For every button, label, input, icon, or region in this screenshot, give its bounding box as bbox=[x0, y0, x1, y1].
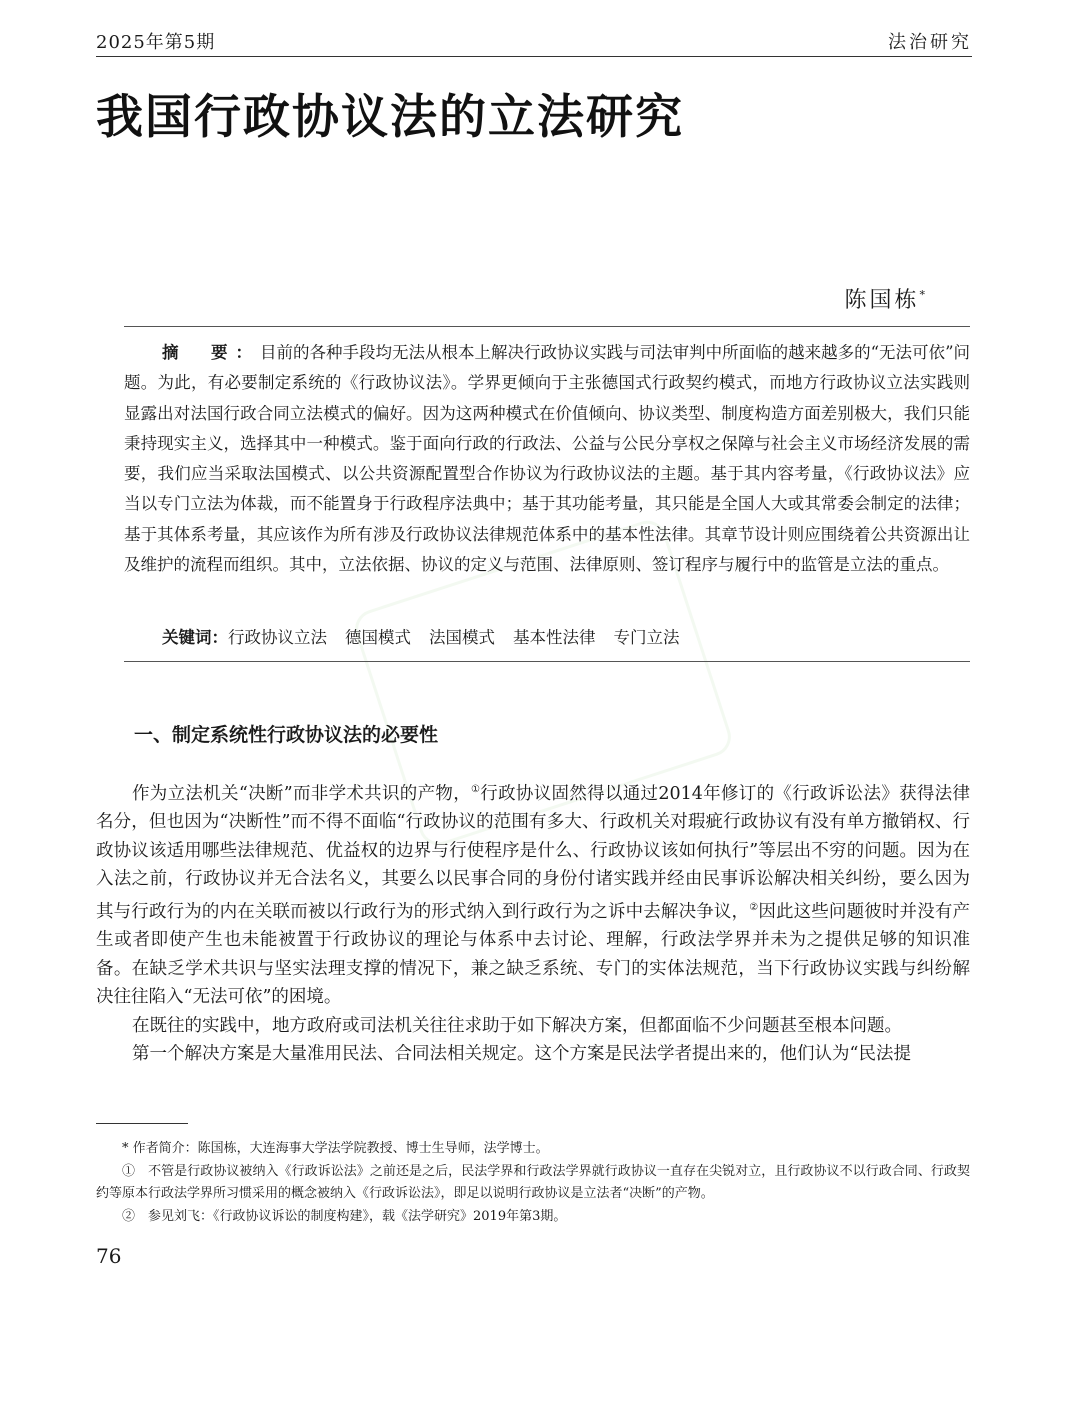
issue-label: 2025年第5期 bbox=[96, 32, 216, 53]
abstract-top-rule bbox=[124, 326, 970, 327]
author-mark: * bbox=[919, 288, 925, 302]
author-name-text: 陈国栋 bbox=[844, 288, 920, 313]
paragraph bbox=[96, 776, 970, 1012]
footnote-1: ① 不管是行政协议被纳入《行政诉讼法》之前还是之后，民法学界和行政法学界就行政协议一直存在尖锐对立，且行政协议不以行政合同、行政契约等原本行政法学界所习惯采用的概念被纳入《行政诉讼法》，即足以说明行政协议是立法者“决断”的产物。 bbox=[96, 1163, 970, 1201]
article-title: 我国行政协议法的立法研究 bbox=[96, 90, 684, 145]
section-heading: 一、制定系统性行政协议法的必要性 bbox=[134, 724, 439, 746]
keywords bbox=[162, 624, 698, 648]
paragraph: 在既往的实践中，地方政府或司法机关往往求助于如下解决方案，但都面临不少问题甚至根本问题。 bbox=[132, 1015, 902, 1036]
paragraph-text: 作为立法机关“决断”而非学术共识的产物， bbox=[132, 783, 472, 804]
footnote-2: ② 参见刘飞：《行政协议诉讼的制度构建》，载《法学研究》2019年第3期。 bbox=[122, 1208, 567, 1224]
paragraph-text: 因此这些问题彼时并没有产生或者即使产生也未能被置于行政协议的理论与体系中去讨论、理解，行政法学界并未为之提供足够的知识准备。在缺乏学术共识与坚实法理支撑的情况下，兼之缺乏系统、专门的实体法规范，当下行政协议实践与纠纷解决往往陷入“无法可依”的困境。 bbox=[96, 901, 971, 1008]
footnotes bbox=[96, 1138, 970, 1228]
footnote-rule bbox=[96, 1123, 188, 1124]
abstract-bottom-rule bbox=[124, 661, 970, 662]
page-number: 76 bbox=[96, 1244, 122, 1268]
abstract-text: 目前的各种手段均无法从根本上解决行政协议实践与司法审判中所面临的越来越多的“无法可依”问题。为此，有必要制定系统的《行政协议法》。学界更倾向于主张德国式行政契约模式，而地方行政协议立法实践则显露出对法国行政合同立法模式的偏好。因为这两种模式在价值倾向、协议类型、制度构造方面差别极大，我们只能秉持现实主义，选择其中一种模式。鉴于面向行政的行政法、公益与公民分享权之保障与社会主义市场经济发展的需要，我们应当采取法国模式、以公共资源配置型合作协议为行政协议法的主题。基于其内容考量，《行政协议法》应当以专门立法为体裁，而不能置身于行政程序法典中；基于其功能考量，其只能是全国人大或其常委会制定的法律；基于其体系考量，其应该作为所有涉及行政协议法律规范体系中的基本性法律。其章节设计则应围绕着公共资源出让及维护的流程而组织。其中，立法依据、协议的定义与范围、法律原则、签订程序与履行中的监管是立法的重点。 bbox=[124, 343, 971, 575]
keyword-item: 行政协议立法 bbox=[228, 628, 327, 647]
keyword-item: 德国模式 bbox=[345, 628, 411, 647]
author-footnote: * 作者简介：陈国栋，大连海事大学法学院教授、博士生导师，法学博士。 bbox=[122, 1141, 549, 1156]
keyword-item: 基本性法律 bbox=[513, 628, 596, 647]
abstract bbox=[124, 338, 970, 580]
keywords-label: 关键词： bbox=[162, 628, 228, 647]
journal-name: 法治研究 bbox=[888, 32, 972, 53]
paragraph-text: 行政协议固然得以通过2014年修订的《行政诉讼法》获得法律名分，但也因为“决断性”而不得不面临“行政协议的范围有多大、行政机关对瑕疵行政协议有没有单方撤销权、行政协议该适用哪些法律规范、优益权的边界与行使程序是什么、行政协议该如何执行”等层出不穷的问题。因为在入法之前，行政协议并无合法名义，其要么以民事合同的身份付诸实践并经由民事诉讼解决相关纠纷，要么因为其与行政行为的内在关联而被以行政行为的形式纳入到行政行为之诉中去解决争议， bbox=[96, 783, 970, 922]
footnote-ref: ② bbox=[749, 901, 759, 913]
author-name bbox=[844, 283, 925, 314]
keyword-item: 专门立法 bbox=[613, 628, 680, 647]
paragraph: 第一个解决方案是大量准用民法、合同法相关规定。这个方案是民法学者提出来的，他们认为“民法提 bbox=[132, 1044, 911, 1065]
keyword-item: 法国模式 bbox=[429, 628, 495, 647]
running-header bbox=[96, 26, 972, 57]
body-text bbox=[96, 776, 970, 1069]
footnote-ref: ① bbox=[471, 784, 481, 795]
abstract-label: 摘 要： bbox=[162, 343, 261, 362]
